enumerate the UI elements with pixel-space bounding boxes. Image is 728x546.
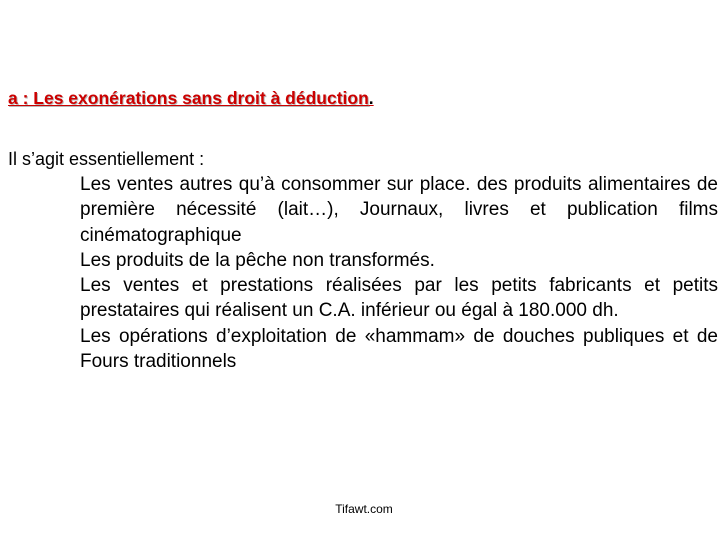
list-item: Les produits de la pêche non transformés.: [80, 249, 435, 271]
list-item: Les opérations d’exploitation de «hammam» de douches publiques et de Fours traditionnels: [80, 325, 718, 373]
footer-source: Tifawt.com: [335, 502, 393, 516]
list-item: Les ventes et prestations réalisées par les petits fabricants et petits prestataires qui réalisent un C.A. inférieur ou égal à 180.000 dh.: [80, 275, 718, 322]
section-heading-dot: .: [368, 88, 374, 108]
exemption-list: [80, 172, 718, 374]
section-heading-text: a : Les exonérations sans droit à déduction: [8, 88, 369, 108]
intro-text: Il s’agit essentiellement :: [8, 149, 205, 169]
section-heading: [8, 88, 374, 109]
list-item: Les ventes autres qu’à consommer sur place. des produits alimentaires de première nécessité (lait…), Journaux, livres et publication films cinématographique: [80, 174, 718, 246]
